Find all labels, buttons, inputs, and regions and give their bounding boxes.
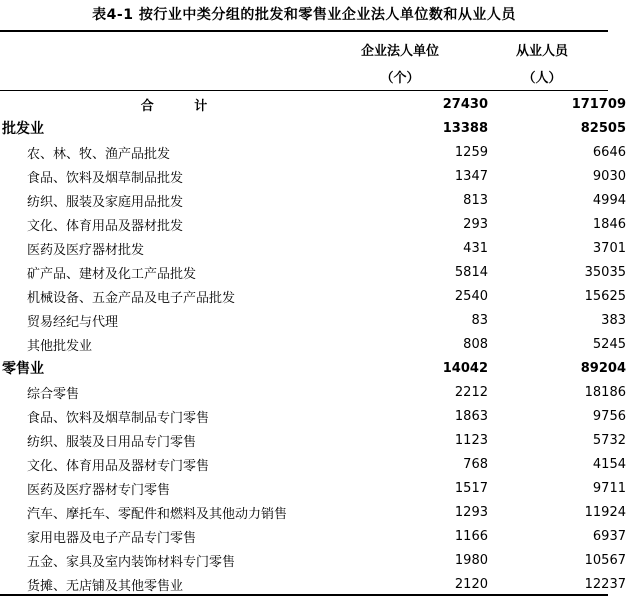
row-name: 五金、家具及室内装饰材料专门零售 xyxy=(27,554,236,570)
row-staff: 6646 xyxy=(592,144,626,160)
row-units: 2212 xyxy=(454,384,488,400)
row-units: 5814 xyxy=(454,264,488,280)
row-units: 83 xyxy=(471,312,488,328)
row-units: 2540 xyxy=(454,288,488,304)
row-staff: 6937 xyxy=(592,528,626,544)
row-units: 13388 xyxy=(442,120,488,136)
table-row xyxy=(0,308,630,332)
row-units: 768 xyxy=(463,456,488,472)
row-units: 2120 xyxy=(454,576,488,592)
row-units: 1980 xyxy=(454,552,488,568)
row-name: 矿产品、建材及化工产品批发 xyxy=(27,266,197,282)
header-staff-unit: （人） xyxy=(522,71,562,86)
row-name: 医药及医疗器材专门零售 xyxy=(27,482,171,498)
row-staff: 12237 xyxy=(584,576,626,592)
table-row xyxy=(0,236,630,260)
row-name: 合 计 xyxy=(140,98,226,114)
header-units-unit: （个） xyxy=(380,71,420,86)
row-units: 14042 xyxy=(442,360,488,376)
table-row xyxy=(0,476,630,500)
row-name: 文化、体育用品及器材专门零售 xyxy=(27,458,210,474)
table-row xyxy=(0,356,630,380)
row-staff: 383 xyxy=(601,312,626,328)
row-staff: 82505 xyxy=(580,120,626,136)
row-units: 1347 xyxy=(454,168,488,184)
table-row xyxy=(0,140,630,164)
row-name: 食品、饮料及烟草制品批发 xyxy=(27,170,184,186)
row-name: 零售业 xyxy=(2,361,44,377)
row-staff: 9030 xyxy=(592,168,626,184)
row-units: 1863 xyxy=(454,408,488,424)
data-table xyxy=(0,92,630,596)
table-row xyxy=(0,332,630,356)
row-staff: 9756 xyxy=(592,408,626,424)
table-row xyxy=(0,452,630,476)
row-staff: 1846 xyxy=(592,216,626,232)
table-title: 表4-1 按行业中类分组的批发和零售业企业法人单位数和从业人员 xyxy=(92,7,516,23)
row-name: 综合零售 xyxy=(27,386,80,402)
row-staff: 18186 xyxy=(584,384,626,400)
table-body xyxy=(0,92,630,596)
table-row xyxy=(0,500,630,524)
table-row xyxy=(0,284,630,308)
table-row xyxy=(0,548,630,572)
row-units: 813 xyxy=(463,192,488,208)
row-units: 1259 xyxy=(454,144,488,160)
row-staff: 10567 xyxy=(584,552,626,568)
table-row xyxy=(0,572,630,596)
row-name: 其他批发业 xyxy=(27,338,93,354)
row-staff: 11924 xyxy=(584,504,626,520)
row-staff: 15625 xyxy=(584,288,626,304)
row-name: 文化、体育用品及器材批发 xyxy=(27,218,184,234)
row-staff: 35035 xyxy=(584,264,626,280)
row-units: 293 xyxy=(463,216,488,232)
row-units: 1166 xyxy=(454,528,488,544)
row-name: 医药及医疗器材批发 xyxy=(27,242,145,258)
table-row xyxy=(0,428,630,452)
row-units: 1123 xyxy=(454,432,488,448)
row-name: 食品、饮料及烟草制品专门零售 xyxy=(27,410,210,426)
row-staff: 89204 xyxy=(580,360,626,376)
table-row xyxy=(0,188,630,212)
table-row xyxy=(0,164,630,188)
row-units: 1517 xyxy=(454,480,488,496)
header-staff-label: 从业人员 xyxy=(515,44,568,59)
table-row xyxy=(0,212,630,236)
row-name: 农、林、牧、渔产品批发 xyxy=(27,146,171,162)
row-staff: 4994 xyxy=(592,192,626,208)
row-staff: 4154 xyxy=(592,456,626,472)
table-row xyxy=(0,116,630,140)
table-row xyxy=(0,404,630,428)
top-rule xyxy=(0,30,608,32)
table-row xyxy=(0,380,630,404)
row-staff: 5732 xyxy=(592,432,626,448)
table-row xyxy=(0,92,630,116)
row-name: 货摊、无店铺及其他零售业 xyxy=(27,578,184,594)
row-name: 贸易经纪与代理 xyxy=(27,314,119,330)
row-name: 汽车、摩托车、零配件和燃料及其他动力销售 xyxy=(27,506,288,522)
table-row xyxy=(0,260,630,284)
table-row xyxy=(0,524,630,548)
row-staff: 5245 xyxy=(592,336,626,352)
row-units: 808 xyxy=(463,336,488,352)
row-staff: 9711 xyxy=(592,480,626,496)
row-name: 纺织、服装及家庭用品批发 xyxy=(27,194,184,210)
row-name: 家用电器及电子产品专门零售 xyxy=(27,530,197,546)
row-units: 27430 xyxy=(442,96,488,112)
row-units: 431 xyxy=(463,240,488,256)
row-staff: 171709 xyxy=(571,96,626,112)
row-name: 纺织、服装及日用品专门零售 xyxy=(27,434,197,450)
row-staff: 3701 xyxy=(592,240,626,256)
row-units: 1293 xyxy=(454,504,488,520)
row-name: 机械设备、五金产品及电子产品批发 xyxy=(27,290,236,306)
header-rule xyxy=(0,90,608,91)
row-name: 批发业 xyxy=(2,121,44,137)
header-units-label: 企业法人单位 xyxy=(360,44,439,59)
